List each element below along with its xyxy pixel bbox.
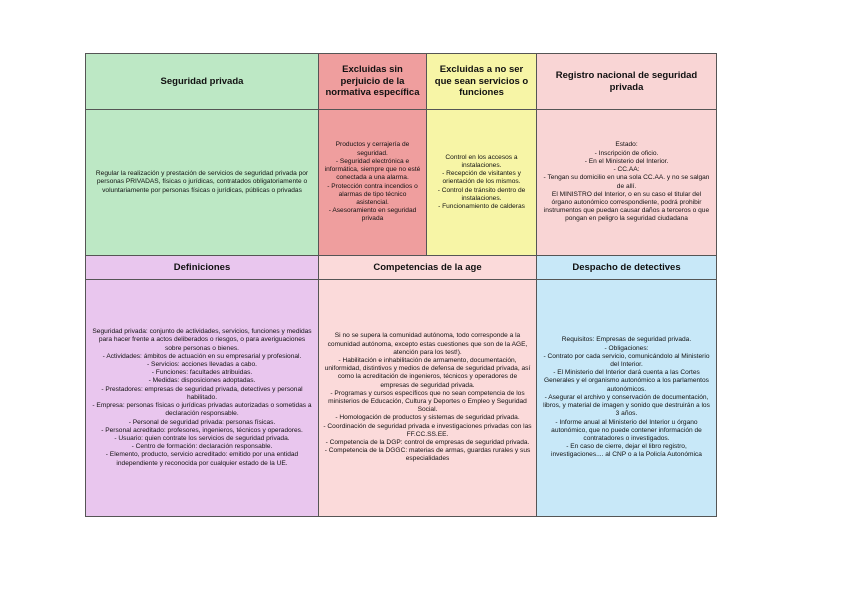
excluidas-no-servicios-text: Control en los accesos a instalaciones. - Recepción de visitantes y orientación de los mismos. - Control de tránsito dentro de instalaciones. - Funcionamiento de calderas	[437, 153, 526, 210]
header-excluidas-no-servicios-label: Excluidas a no ser que sean servicios o funciones	[434, 64, 529, 99]
registro-nacional-text: Estado: - Inscripción de oficio. - En el Ministerio del Interior. - CC.AA: - Tengan su domicilio en una sola CC.AA. y no se salgan de allí. El MINISTRO del Interior, o en su caso el titular del órgano autonómico correspondiente, podrá prohibir instrumentos que puedan causar daños a terceros o que pongan en peligro la seguridad ciudadana	[543, 141, 710, 223]
cell-competencias-age-text	[319, 280, 537, 516]
header-despacho-detectives	[537, 256, 716, 280]
header-excluidas-sin-perjuicio-label: Excluidas sin perjuicio de la normativa específica	[325, 64, 420, 99]
header-seguridad-privada	[86, 54, 319, 110]
excluidas-sin-perjuicio-text: Productos y cerrajería de seguridad. - Seguridad electrónica e informática, siempre que no esté conectada a una alarma. - Protección contra incendios o alarmas de tipo técnico asistencial. - Asesoramiento en seguridad privada	[324, 141, 421, 223]
definiciones-text: Seguridad privada: conjunto de actividades, servicios, funciones y medidas para hacer frente a actos deliberados o riesgos, o para averiguaciones sobre personas o bienes. - Actividades: ámbitos de actuación en su empresarial y profesional. - Servicios: acciones llevadas a cabo. - Funciones: facultades atribuidas. - Medidas: disposiciones adoptadas. - Prestadores: empresas de seguridad privada, detectives y personal habilitado. - Empresa: personas físicas o jurídicas privadas autorizadas o sometidas a declaración responsable. - Personal de seguridad privada: personas físicas. - Personal acreditado: profesores, ingenieros, técnicos y operadores. - Usuario: quien contrate los servicios de seguridad privada. - Centro de formación: declaración responsable. - Elemento, producto, servicio acreditado: emitido por una entidad independiente y reconocida por cualquier estado de la UE.	[92, 328, 312, 467]
header-excluidas-sin-perjuicio	[319, 54, 427, 110]
header-competencias-age-label: Competencias de la age	[373, 261, 482, 273]
header-despacho-detectives-label: Despacho de detectives	[572, 261, 681, 273]
cell-registro-nacional-text	[537, 110, 716, 256]
cell-definiciones-text	[86, 280, 319, 516]
header-definiciones	[86, 256, 319, 280]
cell-seguridad-privada-text	[86, 110, 319, 256]
header-seguridad-privada-label: Seguridad privada	[160, 75, 244, 87]
header-competencias-age	[319, 256, 537, 280]
summary-table	[85, 53, 717, 517]
cell-excluidas-no-servicios-text	[427, 110, 537, 256]
competencias-age-text: Si no se supera la comunidad autónoma, todo corresponde a la comunidad autónoma, excepto estas cuestiones que son de la AGE, atención para los test!). - Habilitación e inhabilitación de armamento, documentación, uniformidad, distintivos y medios de defensa de seguridad privada, así como la acreditación de ingenieros, técnicos y operadores de empresas de seguridad privada. - Programas y cursos específicos que no sean competencia de los ministerios de Educación, Cultura y Deportes o Empleo y Seguridad Social. - Homologación de productos y sistemas de seguridad privada. - Coordinación de seguridad privada e investigaciones privadas con las FF.CC.SS.EE. - Competencia de la DGP: control de empresas de seguridad privada. - Competencia de la DGGC: materias de armas, guardas rurales y sus especialidades	[323, 332, 532, 463]
cell-excluidas-sin-perjuicio-text	[319, 110, 427, 256]
header-registro-nacional	[537, 54, 716, 110]
seguridad-privada-text: Regular la realización y prestación de servicios de seguridad privada por personas PRIVADAS, físicas o jurídicas, contratados obligatoriamente o voluntariamente por personas físicas o jurídicas, públicas o privadas	[95, 170, 309, 194]
header-registro-nacional-label: Registro nacional de seguridad privada	[555, 70, 698, 93]
cell-despacho-detectives-text	[537, 280, 716, 516]
header-definiciones-label: Definiciones	[173, 261, 231, 273]
despacho-detectives-text: Requisitos: Empresas de seguridad privada. - Obligaciones: - Contrato por cada servicio, comunicándolo al Ministerio del Interior. - El Ministerio del Interior dará cuenta a las Cortes Generales y el organismo autonómico a los parlamentos autonómicos. - Asegurar el archivo y conservación de documentación, libros, y material de imagen y sonido que destruirán a los 3 años. - Informe anual al Ministerio del Interior u órgano autonómico, que no puede contener información de contratadores o investigados. - En caso de cierre, dejar el libro registro, investigaciones.... al CNP o a la Policía Autonómica	[543, 336, 710, 459]
header-excluidas-no-servicios	[427, 54, 537, 110]
